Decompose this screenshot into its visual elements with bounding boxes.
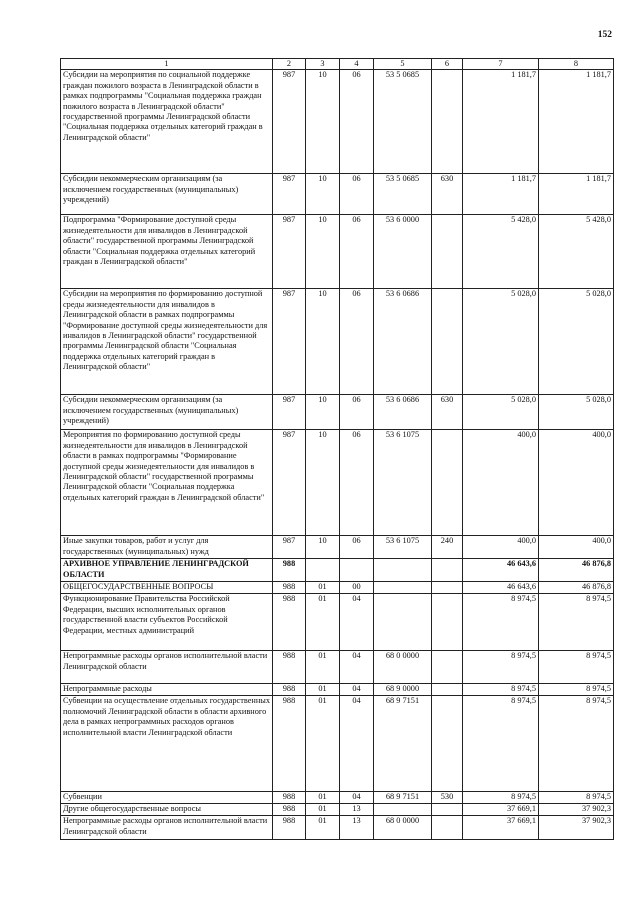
header-col-4: 4 — [340, 59, 374, 70]
col-admin: 987 — [273, 430, 306, 536]
col-section: 01 — [306, 684, 340, 696]
header-row — [61, 59, 614, 70]
col-admin: 987 — [273, 395, 306, 430]
table-row — [61, 684, 614, 696]
col-admin: 988 — [273, 816, 306, 840]
col-expense-type: 630 — [432, 174, 463, 215]
header-col-3: 3 — [306, 59, 340, 70]
col-target: 53 6 0686 — [374, 395, 432, 430]
col-admin: 987 — [273, 536, 306, 559]
col-subsection: 04 — [340, 792, 374, 804]
row-name: Подпрограмма "Формирование доступной среды жизнедеятельности для инвалидов в Ленинградской области" государственной программы Ленинградской области "Социальная поддержка отдельных категорий граждан в Ленинградской области" — [61, 215, 273, 289]
row-name: Иные закупки товаров, работ и услуг для государственных (муниципальных) нужд — [61, 536, 273, 559]
col-target: 53 5 0685 — [374, 174, 432, 215]
col-admin: 987 — [273, 215, 306, 289]
col-expense-type — [432, 559, 463, 582]
col-amount-2: 8 974,5 — [539, 684, 614, 696]
col-target: 68 0 0000 — [374, 651, 432, 684]
row-name: Субсидии на мероприятия по формированию доступной среды жизнедеятельности для инвалидов в Ленинградской области в рамках подпрограммы "Формирование доступной среды жизнедеятельности для инвалидов в Ленинградской области" государственной программы Ленинградской области "Социальная поддержка отдельных категорий граждан в Ленинградской области" — [61, 289, 273, 395]
table-row — [61, 792, 614, 804]
col-target — [374, 804, 432, 816]
col-expense-type — [432, 816, 463, 840]
table-row — [61, 559, 614, 582]
col-section: 10 — [306, 289, 340, 395]
col-target — [374, 559, 432, 582]
table-row — [61, 651, 614, 684]
page-number: 152 — [597, 30, 612, 40]
col-amount-1: 400,0 — [463, 430, 539, 536]
col-amount-1: 400,0 — [463, 536, 539, 559]
col-admin: 988 — [273, 651, 306, 684]
row-name: Мероприятия по формированию доступной среды жизнедеятельности для инвалидов в Ленинградской области в рамках подпрограммы "Формирование доступной среды жизнедеятельности для инвалидов в Ленинградской области" государственной программы Ленинградской области "Социальная поддержка отдельных категорий граждан в Ленинградской области" — [61, 430, 273, 536]
col-amount-1: 8 974,5 — [463, 684, 539, 696]
col-expense-type — [432, 215, 463, 289]
col-target: 68 9 7151 — [374, 696, 432, 792]
col-amount-1: 8 974,5 — [463, 594, 539, 651]
col-subsection: 04 — [340, 651, 374, 684]
col-amount-1: 5 028,0 — [463, 289, 539, 395]
row-name: Субвенции на осуществление отдельных государственных полномочий Ленинградской области в области архивного дела в рамках непрограммных расходов органов исполнительной власти Ленинградской области — [61, 696, 273, 792]
col-expense-type: 530 — [432, 792, 463, 804]
col-amount-2: 400,0 — [539, 536, 614, 559]
col-section: 10 — [306, 174, 340, 215]
col-amount-2: 5 028,0 — [539, 289, 614, 395]
col-amount-2: 1 181,7 — [539, 70, 614, 174]
col-target: 53 6 1075 — [374, 430, 432, 536]
table-row — [61, 582, 614, 594]
col-subsection: 06 — [340, 70, 374, 174]
col-amount-1: 5 028,0 — [463, 395, 539, 430]
col-expense-type — [432, 594, 463, 651]
row-name: Субсидии некоммерческим организациям (за исключением государственных (муниципальных) учреждений) — [61, 395, 273, 430]
col-subsection: 06 — [340, 289, 374, 395]
col-amount-2: 8 974,5 — [539, 792, 614, 804]
col-admin: 987 — [273, 174, 306, 215]
col-admin: 987 — [273, 70, 306, 174]
col-admin: 988 — [273, 804, 306, 816]
row-name: Функционирование Правительства Российской Федерации, высших исполнительных органов государственной власти субъектов Российской Федерации, местных администраций — [61, 594, 273, 651]
col-amount-1: 1 181,7 — [463, 70, 539, 174]
col-expense-type — [432, 70, 463, 174]
col-subsection: 06 — [340, 395, 374, 430]
col-section: 10 — [306, 70, 340, 174]
col-section: 01 — [306, 582, 340, 594]
table-row — [61, 804, 614, 816]
col-amount-2: 5 428,0 — [539, 215, 614, 289]
col-subsection — [340, 559, 374, 582]
col-expense-type — [432, 430, 463, 536]
col-expense-type: 240 — [432, 536, 463, 559]
col-section: 01 — [306, 816, 340, 840]
col-section: 10 — [306, 215, 340, 289]
row-name: Субсидии некоммерческим организациям (за исключением государственных (муниципальных) учреждений) — [61, 174, 273, 215]
table-row — [61, 816, 614, 840]
col-section — [306, 559, 340, 582]
col-target: 68 9 7151 — [374, 792, 432, 804]
col-admin: 988 — [273, 594, 306, 651]
col-subsection: 06 — [340, 215, 374, 289]
table-row — [61, 696, 614, 792]
col-expense-type: 630 — [432, 395, 463, 430]
col-amount-2: 37 902,3 — [539, 816, 614, 840]
col-admin: 988 — [273, 684, 306, 696]
col-subsection: 06 — [340, 536, 374, 559]
col-expense-type — [432, 684, 463, 696]
table-row — [61, 70, 614, 174]
table-row — [61, 174, 614, 215]
table-row — [61, 289, 614, 395]
col-amount-1: 37 669,1 — [463, 816, 539, 840]
col-subsection: 04 — [340, 684, 374, 696]
col-target: 53 6 0686 — [374, 289, 432, 395]
table-row — [61, 395, 614, 430]
col-amount-2: 46 876,8 — [539, 582, 614, 594]
col-target: 68 9 0000 — [374, 684, 432, 696]
col-subsection: 13 — [340, 804, 374, 816]
col-amount-2: 8 974,5 — [539, 651, 614, 684]
row-name: ОБЩЕГОСУДАРСТВЕННЫЕ ВОПРОСЫ — [61, 582, 273, 594]
row-name: Другие общегосударственные вопросы — [61, 804, 273, 816]
col-subsection: 06 — [340, 174, 374, 215]
col-target — [374, 582, 432, 594]
col-admin: 988 — [273, 559, 306, 582]
row-name: Непрограммные расходы органов исполнительной власти Ленинградской области — [61, 816, 273, 840]
col-amount-2: 46 876,8 — [539, 559, 614, 582]
col-amount-2: 8 974,5 — [539, 696, 614, 792]
budget-table — [60, 58, 614, 840]
col-subsection: 04 — [340, 696, 374, 792]
row-name: Субвенции — [61, 792, 273, 804]
col-expense-type — [432, 696, 463, 792]
table-row — [61, 430, 614, 536]
col-admin: 988 — [273, 696, 306, 792]
col-expense-type — [432, 582, 463, 594]
row-name: Субсидии на мероприятия по социальной поддержке граждан пожилого возраста в Ленинградской области в рамках подпрограммы "Социальная поддержка граждан пожилого возраста в Ленинградской области" государственной программы Ленинградской области "Социальная поддержка отдельных категорий граждан в Ленинградской области" — [61, 70, 273, 174]
col-subsection: 13 — [340, 816, 374, 840]
header-col-5: 5 — [374, 59, 432, 70]
col-section: 10 — [306, 430, 340, 536]
col-section: 10 — [306, 395, 340, 430]
col-amount-2: 8 974,5 — [539, 594, 614, 651]
col-expense-type — [432, 804, 463, 816]
col-amount-2: 1 181,7 — [539, 174, 614, 215]
col-expense-type — [432, 289, 463, 395]
header-col-1: 1 — [61, 59, 273, 70]
col-amount-1: 46 643,6 — [463, 559, 539, 582]
col-section: 01 — [306, 696, 340, 792]
table-row — [61, 594, 614, 651]
col-amount-1: 8 974,5 — [463, 792, 539, 804]
col-subsection: 00 — [340, 582, 374, 594]
col-amount-2: 5 028,0 — [539, 395, 614, 430]
table-row — [61, 215, 614, 289]
col-subsection: 06 — [340, 430, 374, 536]
col-section: 01 — [306, 792, 340, 804]
col-target: 53 6 0000 — [374, 215, 432, 289]
table-row — [61, 536, 614, 559]
col-section: 01 — [306, 651, 340, 684]
header-col-2: 2 — [273, 59, 306, 70]
col-amount-1: 46 643,6 — [463, 582, 539, 594]
col-target: 53 5 0685 — [374, 70, 432, 174]
col-section: 01 — [306, 804, 340, 816]
col-target: 68 0 0000 — [374, 816, 432, 840]
col-amount-2: 400,0 — [539, 430, 614, 536]
header-col-7: 7 — [463, 59, 539, 70]
col-amount-1: 8 974,5 — [463, 696, 539, 792]
col-admin: 987 — [273, 289, 306, 395]
header-col-6: 6 — [432, 59, 463, 70]
col-section: 01 — [306, 594, 340, 651]
col-expense-type — [432, 651, 463, 684]
col-section: 10 — [306, 536, 340, 559]
col-target: 53 6 1075 — [374, 536, 432, 559]
col-amount-1: 5 428,0 — [463, 215, 539, 289]
row-name: Непрограммные расходы органов исполнительной власти Ленинградской области — [61, 651, 273, 684]
col-amount-2: 37 902,3 — [539, 804, 614, 816]
col-target — [374, 594, 432, 651]
col-amount-1: 1 181,7 — [463, 174, 539, 215]
col-subsection: 04 — [340, 594, 374, 651]
col-admin: 988 — [273, 792, 306, 804]
row-name: АРХИВНОЕ УПРАВЛЕНИЕ ЛЕНИНГРАДСКОЙ ОБЛАСТИ — [61, 559, 273, 582]
col-admin: 988 — [273, 582, 306, 594]
col-amount-1: 8 974,5 — [463, 651, 539, 684]
header-col-8: 8 — [539, 59, 614, 70]
col-amount-1: 37 669,1 — [463, 804, 539, 816]
row-name: Непрограммные расходы — [61, 684, 273, 696]
